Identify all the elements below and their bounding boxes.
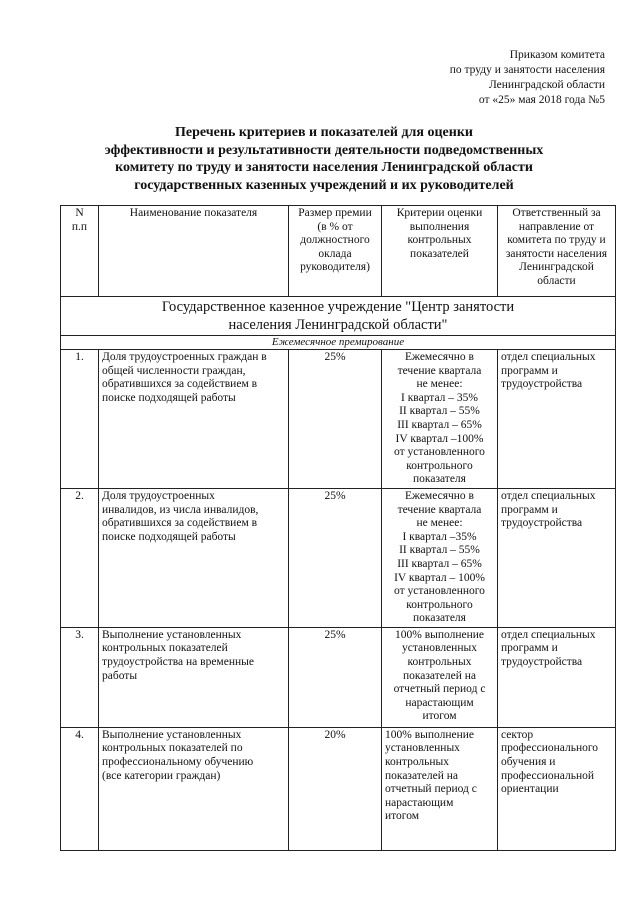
indicator-name: Выполнение установленных контрольных показателей трудоустройства на временные работы <box>99 627 289 727</box>
approval-line: Приказом комитета <box>509 49 605 61</box>
organization-name: Государственное казенное учреждение "Центр занятости населения Ленинградской области" <box>61 297 616 336</box>
header-num: N п.п <box>61 206 99 297</box>
evaluation-criteria: Ежемесячно в течение квартала не менее: I квартал –35% II квартал – 55% III квартал – 65% IV квартал – 100% от установленного контрольного показателя <box>382 488 498 627</box>
indicator-name: Доля трудоустроенных инвалидов, из числа инвалидов, обратившихся за содействием в поиске подходящей работы <box>99 488 289 627</box>
header-name: Наименование показателя <box>99 206 289 297</box>
criteria-table <box>60 205 616 851</box>
title-line: Перечень критериев и показателей для оценки <box>175 125 473 140</box>
premium-percent: 25% <box>289 488 382 627</box>
header-responsible: Ответственный за направление от комитета по труду и занятости населения Ленинградской области <box>498 206 616 297</box>
responsible-unit: сектор профессионального обучения и профессиональной ориентации <box>498 727 616 850</box>
header-premium: Размер премии (в % от должностного оклада руководителя) <box>289 206 382 297</box>
responsible-unit: отдел специальных программ и трудоустройства <box>498 488 616 627</box>
row-number: 4. <box>61 727 99 850</box>
header-criteria: Критерии оценки выполнения контрольных показателей <box>382 206 498 297</box>
title-line: эффективности и результативности деятельности подведомственных <box>104 142 544 158</box>
evaluation-criteria: 100% выполнение установленных контрольных показателей на отчетный период с нарастающим итогом <box>382 627 498 727</box>
table-row <box>61 627 616 727</box>
section-row <box>61 336 616 350</box>
premium-percent: 25% <box>289 627 382 727</box>
title-line: комитету по труду и занятости населения Ленинградской области <box>115 160 533 175</box>
row-number: 2. <box>61 488 99 627</box>
organization-row <box>61 297 616 336</box>
row-number: 3. <box>61 627 99 727</box>
approval-line: от «25» мая 2018 года №5 <box>478 94 605 106</box>
evaluation-criteria: 100% выполнение установленных контрольных показателей на отчетный период с нарастающим итогом <box>382 727 498 850</box>
approval-line: Ленинградской области <box>488 79 605 91</box>
premium-percent: 25% <box>289 350 382 489</box>
indicator-name: Доля трудоустроенных граждан в общей численности граждан, обратившихся за содействием в поиске подходящей работы <box>99 350 289 489</box>
document-title <box>60 124 588 194</box>
responsible-unit: отдел специальных программ и трудоустройства <box>498 627 616 727</box>
responsible-unit: отдел специальных программ и трудоустройства <box>498 350 616 489</box>
approval-line: по труду и занятости населения <box>449 64 605 76</box>
table-row <box>61 350 616 489</box>
approval-stamp <box>305 48 605 108</box>
table-row <box>61 488 616 627</box>
table-header-row <box>61 206 616 297</box>
section-title: Ежемесячное премирование <box>61 336 616 350</box>
title-line: государственных казенных учреждений и их руководителей <box>134 177 514 193</box>
premium-percent: 20% <box>289 727 382 850</box>
row-number: 1. <box>61 350 99 489</box>
indicator-name: Выполнение установленных контрольных показателей по профессиональному обучению (все категории граждан) <box>99 727 289 850</box>
table-row <box>61 727 616 850</box>
evaluation-criteria: Ежемесячно в течение квартала не менее: I квартал – 35% II квартал – 55% III квартал – 65% IV квартал –100% от установленного контрольного показателя <box>382 350 498 489</box>
